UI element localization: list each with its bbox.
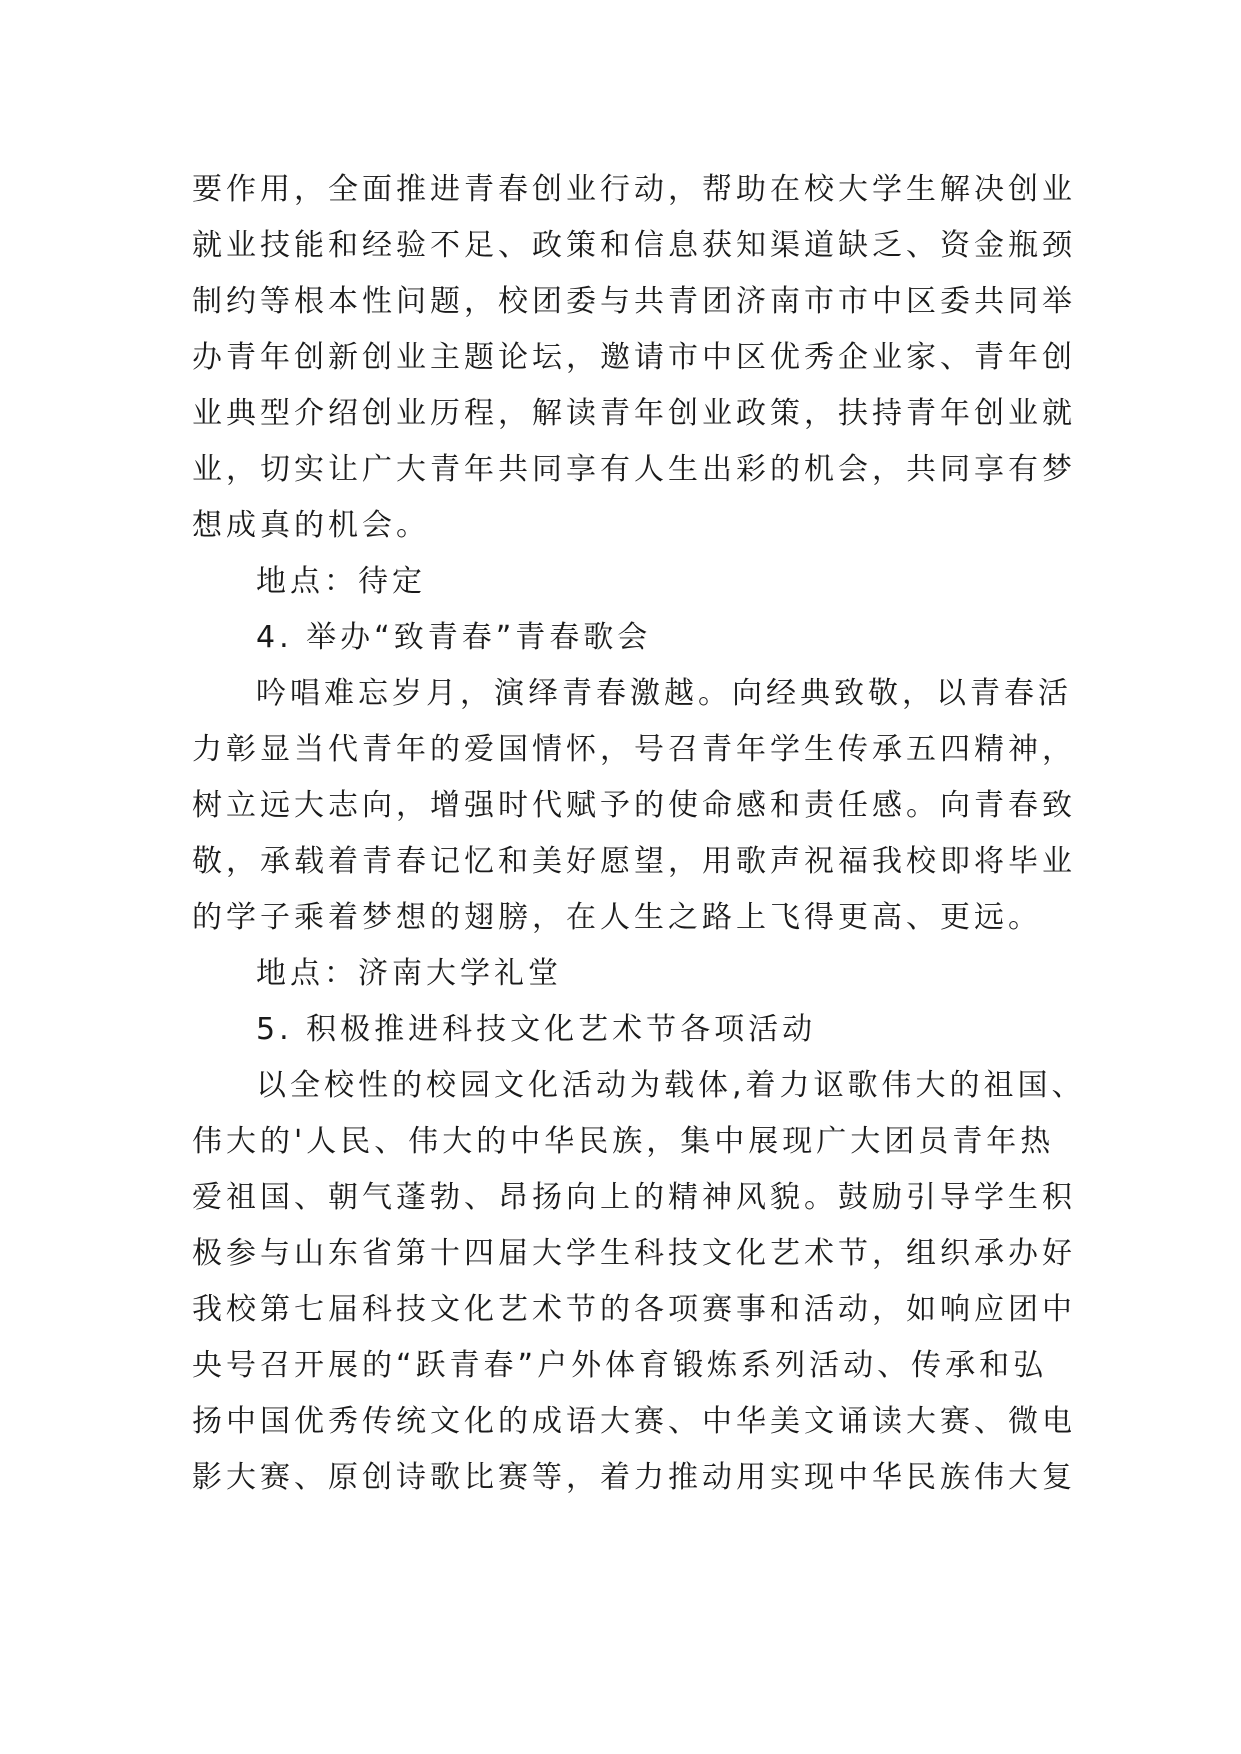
body-text-line: 扬中国优秀传统文化的成语大赛、中华美文诵读大赛、微电 (192, 1404, 1076, 1439)
body-text-line: 要作用，全面推进青春创业行动，帮助在校大学生解决创业 (192, 172, 1076, 207)
body-text-line: 伟大的'人民、伟大的中华民族，集中展现广大团员青年热 (192, 1124, 1055, 1159)
body-text-line: 力彰显当代青年的爱国情怀，号召青年学生传承五四精神， (192, 732, 1076, 767)
body-text-line: 想成真的机会。 (192, 508, 430, 543)
body-text-line: 影大赛、原创诗歌比赛等，着力推动用实现中华民族伟大复 (192, 1460, 1076, 1495)
body-text-line: 的学子乘着梦想的翅膀，在人生之路上飞得更高、更远。 (192, 900, 1042, 935)
body-text-line: 业，切实让广大青年共同享有人生出彩的机会，共同享有梦 (192, 452, 1076, 487)
body-text-line: 业典型介绍创业历程，解读青年创业政策，扶持青年创业就 (192, 396, 1076, 431)
body-text-line: 制约等根本性问题，校团委与共青团济南市市中区委共同举 (192, 284, 1076, 319)
body-text-line: 极参与山东省第十四届大学生科技文化艺术节，组织承办好 (192, 1236, 1076, 1271)
body-text-line: 爱祖国、朝气蓬勃、昂扬向上的精神风貌。鼓励引导学生积 (192, 1180, 1076, 1215)
body-text-line: 办青年创新创业主题论坛，邀请市中区优秀企业家、青年创 (192, 340, 1076, 375)
paragraph-start: 吟唱难忘岁月，演绎青春激越。向经典致敬，以青春活 (256, 676, 1072, 711)
section-heading: 4. 举办“致青春”青春歌会 (256, 620, 652, 655)
body-text-line: 央号召开展的“跃青春”户外体育锻炼系列活动、传承和弘 (192, 1348, 1048, 1383)
body-text-line: 我校第七届科技文化艺术节的各项赛事和活动，如响应团中 (192, 1292, 1076, 1327)
body-text-line: 树立远大志向，增强时代赋予的使命感和责任感。向青春致 (192, 788, 1076, 823)
location-line: 地点：待定 (256, 564, 426, 599)
paragraph-start: 以全校性的校园文化活动为载体,着力讴歌伟大的祖国、 (256, 1068, 1086, 1103)
location-line: 地点：济南大学礼堂 (256, 956, 562, 991)
body-text-line: 就业技能和经验不足、政策和信息获知渠道缺乏、资金瓶颈 (192, 228, 1076, 263)
section-heading: 5. 积极推进科技文化艺术节各项活动 (256, 1012, 817, 1047)
body-text-line: 敬，承载着青春记忆和美好愿望，用歌声祝福我校即将毕业 (192, 844, 1076, 879)
